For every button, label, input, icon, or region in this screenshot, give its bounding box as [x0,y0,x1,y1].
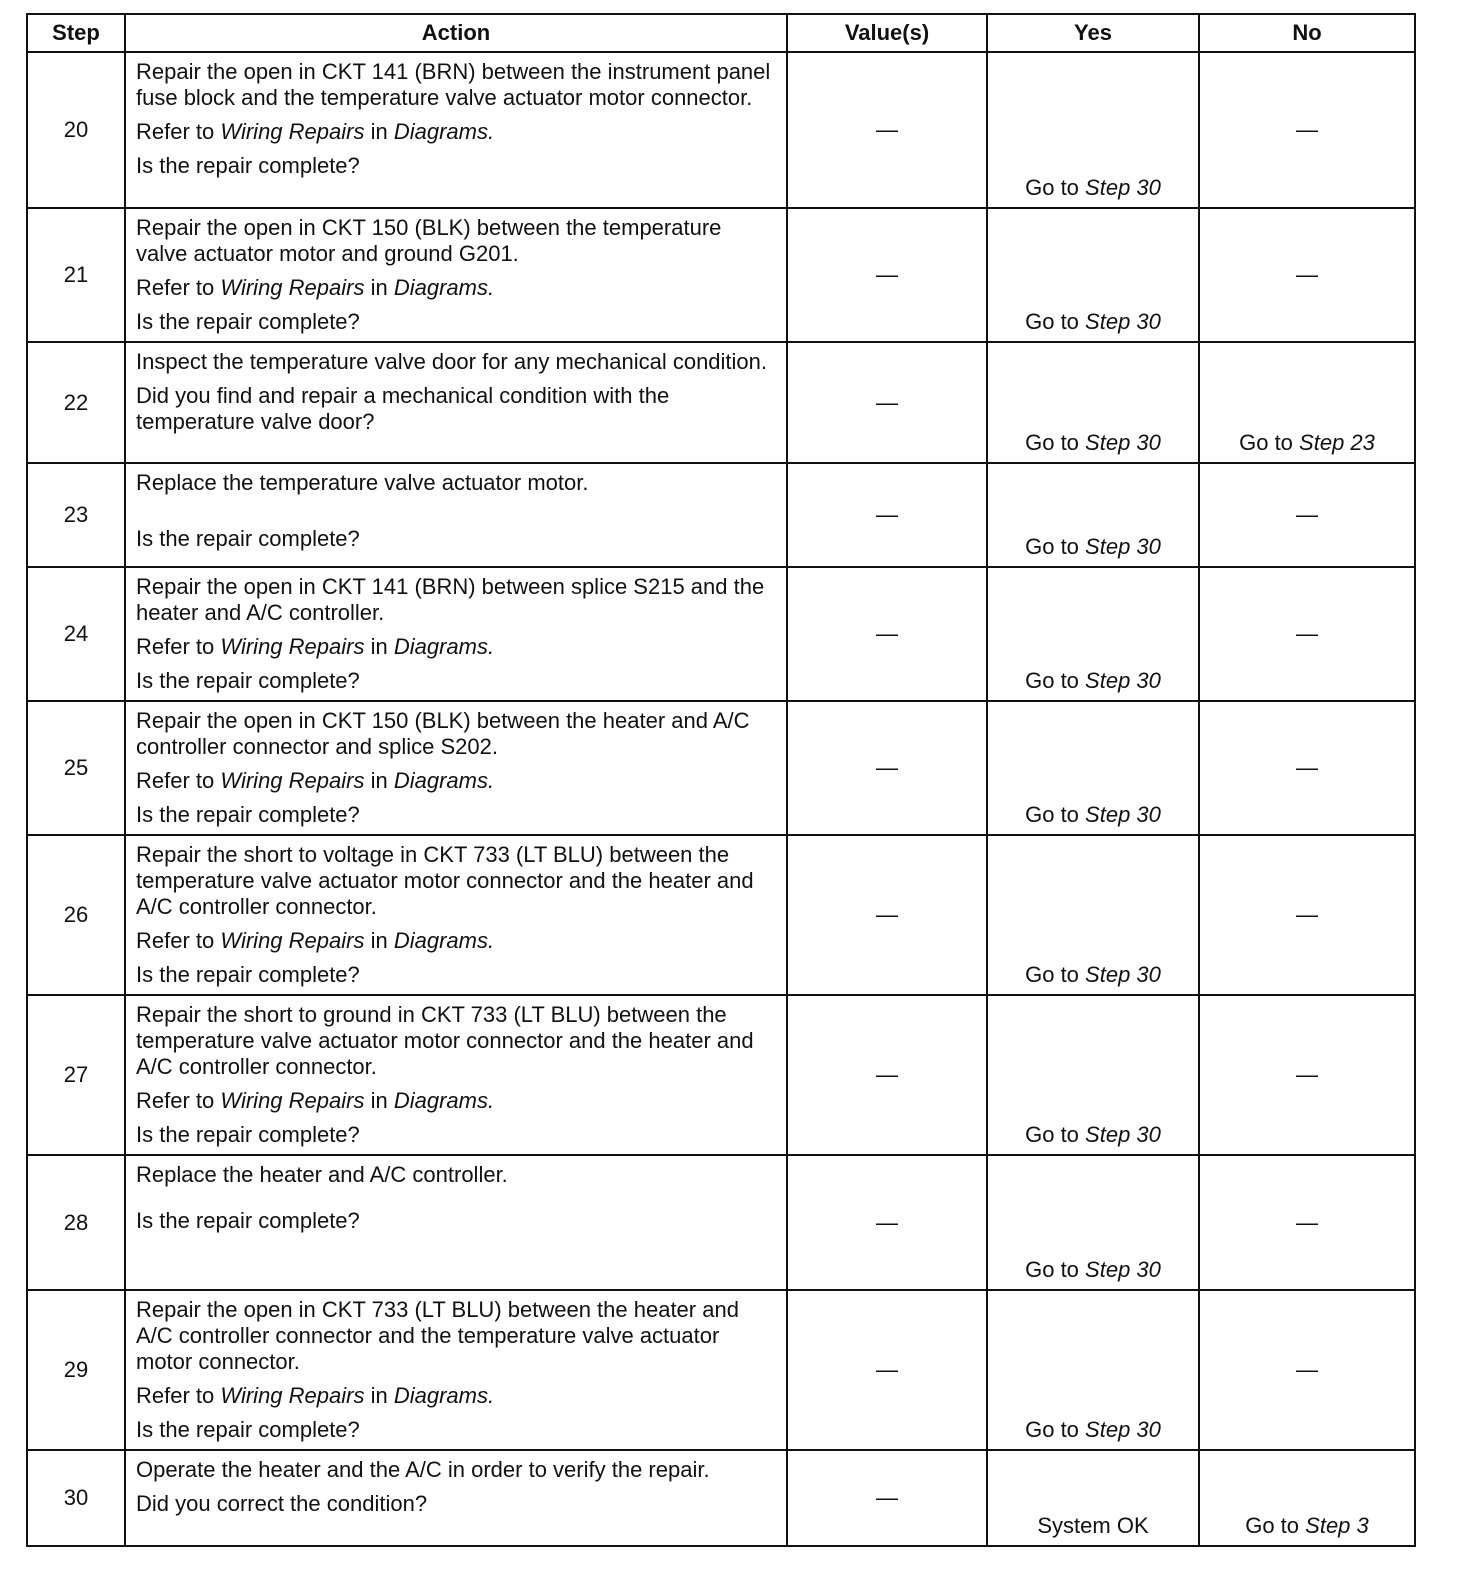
yes-goto[interactable]: Go to Step 30 [1025,668,1161,693]
no-cell: — [1199,208,1415,342]
yes-goto[interactable]: Go to Step 30 [1025,1122,1161,1147]
no-cell [1199,342,1415,463]
question-text: Did you correct the condition? [136,1491,428,1516]
action-text: Repair the open in CKT 141 (BRN) between the instrument panel fuse block and the temperature valve actuator motor connector. [136,59,771,110]
value-cell: — [787,567,987,701]
action-cell [125,342,787,463]
action-cell [125,1450,787,1546]
yes-cell [987,463,1199,567]
yes-goto[interactable]: Go to Step 30 [1025,962,1161,987]
action-text: Replace the heater and A/C controller. [136,1162,508,1187]
table-row-step-30 [27,1450,1415,1546]
question-text: Is the repair complete? [136,962,360,987]
header-no: No [1199,14,1415,52]
yes-goto[interactable]: Go to Step 30 [1025,1417,1161,1442]
value-cell: — [787,995,987,1155]
action-text: Replace the temperature valve actuator motor. [136,470,589,495]
value-cell: — [787,701,987,835]
value-cell: — [787,208,987,342]
yes-result: System OK [1037,1513,1149,1538]
yes-cell [987,701,1199,835]
step-number: 27 [27,995,125,1155]
no-cell: — [1199,567,1415,701]
yes-cell [987,208,1199,342]
value-cell: — [787,52,987,208]
value-cell: — [787,1155,987,1290]
no-cell: — [1199,995,1415,1155]
table-row-step-23 [27,463,1415,567]
table-row-step-28 [27,1155,1415,1290]
table-row-step-20 [27,52,1415,208]
action-cell [125,463,787,567]
table-row-step-21 [27,208,1415,342]
step-number: 26 [27,835,125,995]
header-action: Action [125,14,787,52]
action-cell [125,1290,787,1450]
action-cell [125,208,787,342]
no-cell: — [1199,1155,1415,1290]
question-text: Is the repair complete? [136,309,360,334]
refer-line: Refer to Wiring Repairs in Diagrams. [136,768,495,793]
step-number: 24 [27,567,125,701]
yes-goto[interactable]: Go to Step 30 [1025,802,1161,827]
yes-cell [987,342,1199,463]
step-number: 23 [27,463,125,567]
refer-line: Refer to Wiring Repairs in Diagrams. [136,1383,495,1408]
question-text: Is the repair complete? [136,802,360,827]
no-cell: — [1199,835,1415,995]
yes-cell [987,567,1199,701]
no-cell: — [1199,701,1415,835]
action-text: Operate the heater and the A/C in order to verify the repair. [136,1457,710,1482]
yes-goto[interactable]: Go to Step 30 [1025,430,1161,455]
action-cell [125,1155,787,1290]
header-row [27,14,1415,52]
diagnostic-table [26,13,1416,1547]
header-step: Step [27,14,125,52]
action-cell [125,701,787,835]
step-number: 20 [27,52,125,208]
question-text: Is the repair complete? [136,526,360,551]
action-text: Inspect the temperature valve door for any mechanical condition. [136,349,768,374]
question-text: Is the repair complete? [136,1208,360,1233]
refer-line: Refer to Wiring Repairs in Diagrams. [136,634,495,659]
table-row-step-22 [27,342,1415,463]
step-number: 21 [27,208,125,342]
yes-goto[interactable]: Go to Step 30 [1025,309,1161,334]
table-row-step-26 [27,835,1415,995]
yes-goto[interactable]: Go to Step 30 [1025,175,1161,200]
value-cell: — [787,1450,987,1546]
action-text: Repair the short to ground in CKT 733 (LT BLU) between the temperature valve actuator motor connector and the heater and A/C controller connector. [136,1002,754,1079]
refer-line: Refer to Wiring Repairs in Diagrams. [136,928,495,953]
action-cell [125,835,787,995]
step-number: 25 [27,701,125,835]
question-text: Did you find and repair a mechanical condition with the temperature valve door? [136,383,670,434]
question-text: Is the repair complete? [136,153,360,178]
action-text: Repair the open in CKT 150 (BLK) between the temperature valve actuator motor and ground G201. [136,215,722,266]
yes-cell [987,1450,1199,1546]
step-number: 30 [27,1450,125,1546]
no-cell: — [1199,1290,1415,1450]
action-text: Repair the short to voltage in CKT 733 (LT BLU) between the temperature valve actuator motor connector and the heater and A/C controller connector. [136,842,754,919]
refer-line: Refer to Wiring Repairs in Diagrams. [136,275,495,300]
question-text: Is the repair complete? [136,1122,360,1147]
action-cell [125,567,787,701]
yes-cell [987,1155,1199,1290]
step-number: 22 [27,342,125,463]
yes-cell [987,835,1199,995]
refer-line: Refer to Wiring Repairs in Diagrams. [136,119,495,144]
no-cell: — [1199,463,1415,567]
action-cell [125,995,787,1155]
action-cell [125,52,787,208]
action-text: Repair the open in CKT 733 (LT BLU) between the heater and A/C controller connector and the temperature valve actuator motor connector. [136,1297,739,1374]
yes-goto[interactable]: Go to Step 30 [1025,1257,1161,1282]
yes-cell [987,995,1199,1155]
value-cell: — [787,463,987,567]
step-number: 29 [27,1290,125,1450]
header-values: Value(s) [787,14,987,52]
question-text: Is the repair complete? [136,668,360,693]
value-cell: — [787,342,987,463]
table-row-step-29 [27,1290,1415,1450]
yes-goto[interactable]: Go to Step 30 [1025,534,1161,559]
step-number: 28 [27,1155,125,1290]
value-cell: — [787,835,987,995]
yes-cell [987,52,1199,208]
action-text: Repair the open in CKT 150 (BLK) between the heater and A/C controller connector and splice S202. [136,708,750,759]
yes-cell [987,1290,1199,1450]
table-row-step-25 [27,701,1415,835]
table-row-step-27 [27,995,1415,1155]
no-cell [1199,1450,1415,1546]
action-text: Repair the open in CKT 141 (BRN) between splice S215 and the heater and A/C controller. [136,574,765,625]
value-cell: — [787,1290,987,1450]
no-goto[interactable]: Go to Step 3 [1245,1513,1369,1538]
refer-line: Refer to Wiring Repairs in Diagrams. [136,1088,495,1113]
question-text: Is the repair complete? [136,1417,360,1442]
table-row-step-24 [27,567,1415,701]
no-goto[interactable]: Go to Step 23 [1239,430,1375,455]
header-yes: Yes [987,14,1199,52]
no-cell: — [1199,52,1415,208]
